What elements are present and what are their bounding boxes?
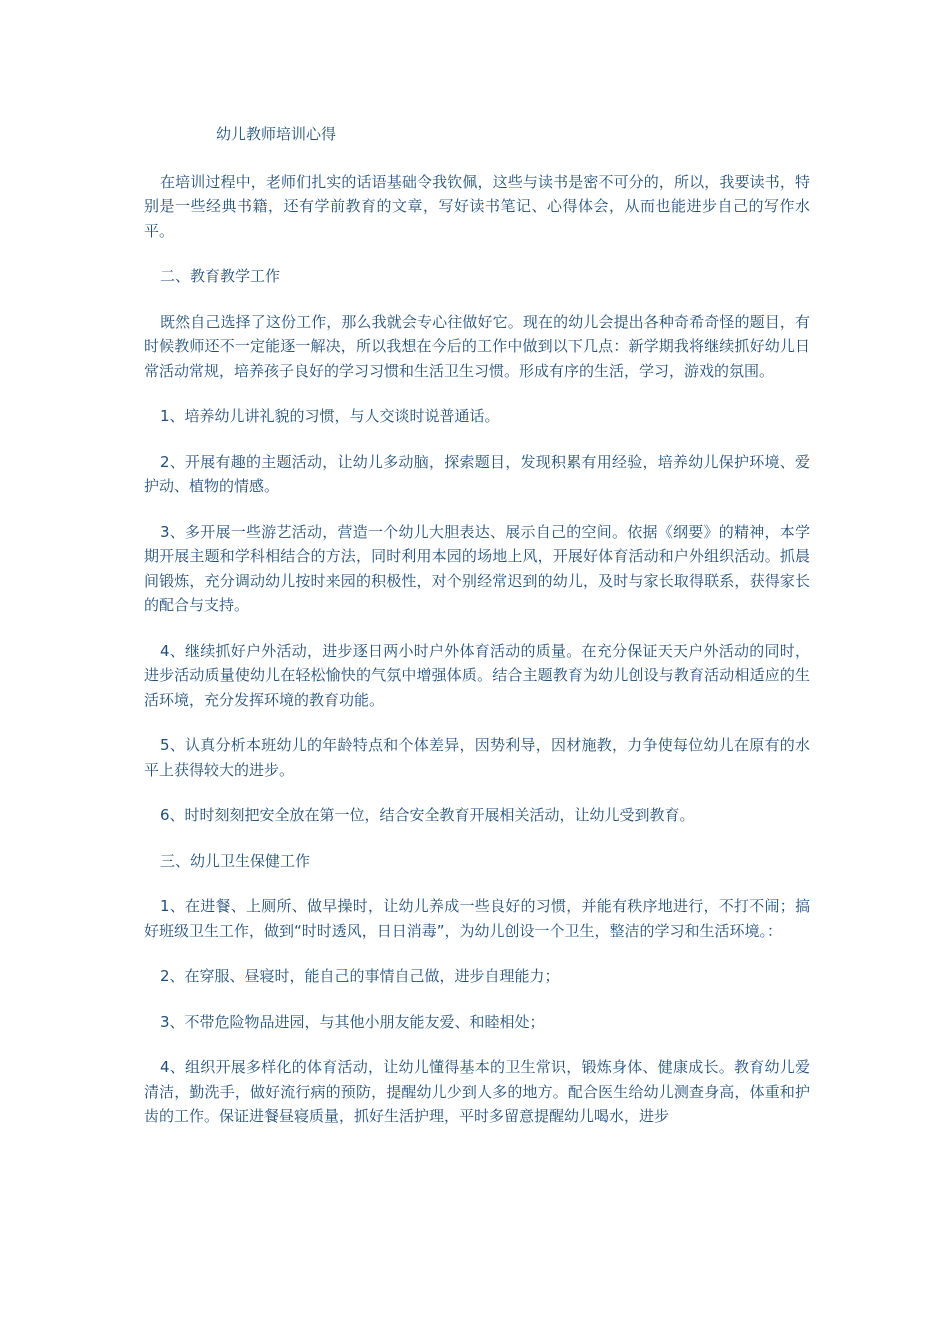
section-heading-health: 三、幼儿卫生保健工作 bbox=[160, 851, 311, 870]
list-item-health-4: 4、组织开展多样化的体育活动，让幼儿懂得基本的卫生常识，锻炼身体、健康成长。教育幼儿爱清洁，勤洗手，做好流行病的预防，提醒幼儿少到人多的地方。配合医生给幼儿测查身高，体重和护齿的工作。保证进餐昼寝质量，抓好生活护理，平时多留意提醒幼儿喝水，进步 bbox=[144, 1058, 810, 1125]
document-body bbox=[144, 170, 810, 1129]
section-heading-teaching: 二、教育教学工作 bbox=[160, 267, 281, 285]
document-page bbox=[144, 122, 810, 1150]
list-item-health-3: 3、不带危险物品进园，与其他小朋友能友爱、和睦相处； bbox=[160, 1012, 545, 1031]
list-item-teaching-3: 3、多开展一些游艺活动，营造一个幼儿大胆表达、展示自己的空间。依据《纲要》的精神，本学期开展主题和学科相结合的方法，同时利用本园的场地上风，开展好体育活动和户外组织活动。抓晨间锻炼，充分调动幼儿按时来园的积极性，对个别经常迟到的幼儿，及时与家长取得联系，获得家长的配合与支持。 bbox=[144, 522, 810, 614]
paragraph-reading: 在培训过程中，老师们扎实的话语基础令我钦佩，这些与读书是密不可分的，所以，我要读书，特别是一些经典书籍，还有学前教育的文章，写好读书笔记、心得体会，从而也能进步自己的写作水平。 bbox=[144, 172, 810, 240]
document-title: 幼儿教师培训心得 bbox=[216, 125, 337, 143]
list-item-teaching-2: 2、开展有趣的主题活动，让幼儿多动脑，探索题目，发现积累有用经验，培养幼儿保护环境、爱护动、植物的情感。 bbox=[144, 452, 810, 495]
list-item-teaching-5: 5、认真分析本班幼儿的年龄特点和个体差异，因势利导，因材施教，力争使每位幼儿在原有的水平上获得较大的进步。 bbox=[144, 736, 810, 779]
list-item-teaching-1: 1、培养幼儿讲礼貌的习惯，与人交谈时说普通话。 bbox=[160, 407, 500, 425]
list-item-health-2: 2、在穿服、昼寝时，能自己的事情自己做，进步自理能力； bbox=[160, 967, 560, 985]
list-item-health-1: 1、在进餐、上厕所、做早操时，让幼儿养成一些良好的习惯，并能有秩序地进行，不打不闹；搞好班级卫生工作，做到“时时透风，日日消毒”，为幼儿创设一个卫生，整洁的学习和生活环境。： bbox=[144, 897, 810, 940]
list-item-teaching-6: 6、时时刻刻把安全放在第一位，结合安全教育开展相关活动，让幼儿受到教育。 bbox=[160, 806, 695, 824]
list-item-teaching-4: 4、继续抓好户外活动，进步逐日两小时户外体育活动的质量。在充分保证天天户外活动的同时，进步活动质量使幼儿在轻松愉快的气氛中增强体质。结合主题教育为幼儿创设与教育活动相适应的生活环境，充分发挥环境的教育功能。 bbox=[144, 641, 810, 709]
paragraph-teaching-intro: 既然自己选择了这份工作，那么我就会专心往做好它。现在的幼儿会提出各种奇希奇怪的题目，有时候教师还不一定能逐一解决，所以我想在今后的工作中做到以下几点：新学期我将继续抓好幼儿日常活动常规，培养孩子良好的学习习惯和生活卫生习惯。形成有序的生活，学习，游戏的氛围。 bbox=[144, 312, 810, 380]
